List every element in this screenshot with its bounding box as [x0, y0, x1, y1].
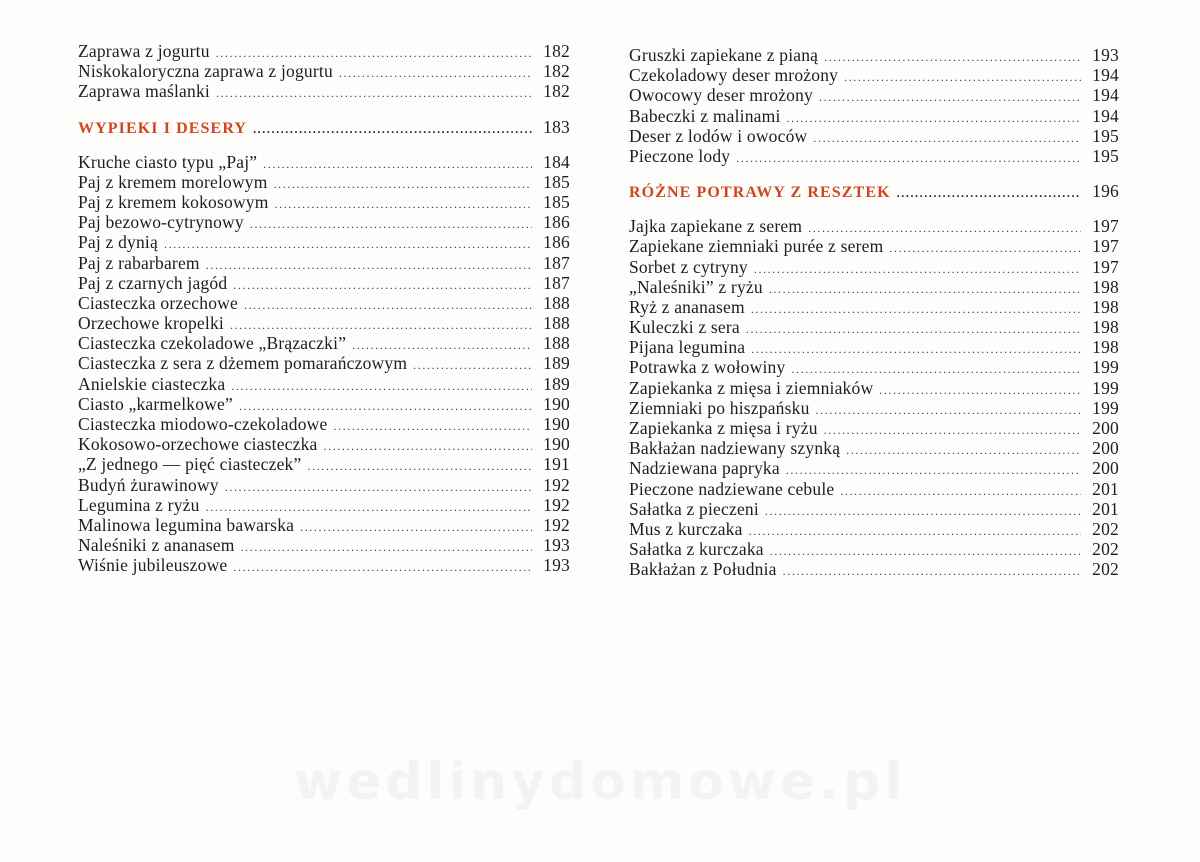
entry-title: Paj z dynią [78, 232, 158, 253]
entry-page-number: 187 [543, 272, 570, 293]
toc-entry [78, 172, 570, 192]
entry-page-number: 190 [543, 414, 570, 434]
entry-page-number: 199 [1092, 357, 1119, 378]
entry-page-number: 202 [1092, 518, 1119, 539]
toc-entry [629, 257, 1119, 277]
entry-title: Kruche ciasto typu „Paj” [78, 151, 258, 172]
dot-leader [263, 154, 532, 174]
entry-page-number: 199 [1092, 377, 1119, 398]
toc-entry [629, 438, 1119, 458]
entry-page-number: 202 [1092, 559, 1119, 580]
entry-title: Zapiekanka z mięsa i ryżu [629, 418, 818, 438]
toc-entry [78, 232, 570, 252]
entry-title: Owocowy deser mrożony [629, 85, 814, 106]
dot-leader [413, 355, 532, 375]
toc-entry [78, 535, 570, 555]
toc-entry [78, 434, 570, 454]
dot-leader [824, 420, 1081, 440]
entry-title: Czekoladowy deser mrożony [629, 65, 839, 86]
toc-entry [78, 475, 570, 495]
entry-title: Zaprawa z jogurtu [78, 41, 210, 61]
dot-leader [164, 234, 532, 254]
entry-title: Paj z kremem morelowym [78, 171, 268, 192]
entry-page-number: 194 [1092, 65, 1119, 86]
dot-leader [307, 456, 532, 476]
section-title: RÓŻNE POTRAWY Z RESZTEK [629, 184, 891, 202]
entry-title: Paj z rabarbarem [78, 252, 200, 273]
entry-page-number: 197 [1092, 256, 1119, 277]
dot-leader [879, 380, 1081, 400]
dot-leader [808, 218, 1081, 238]
entry-page-number: 188 [543, 292, 570, 313]
entry-page-number: 193 [543, 535, 570, 556]
entry-page-number: 194 [1092, 105, 1119, 126]
entry-page-number: 195 [1092, 125, 1119, 146]
dot-leader [206, 255, 532, 275]
toc-entry [629, 499, 1119, 519]
dot-leader [324, 436, 532, 456]
entry-page-number: 195 [1092, 145, 1119, 166]
toc-entry [629, 317, 1119, 337]
toc-entry [629, 539, 1119, 559]
dot-leader [846, 440, 1081, 460]
entry-title: „Naleśniki” z ryżu [629, 276, 763, 297]
entry-page-number: 192 [543, 514, 570, 535]
toc-entry [629, 458, 1119, 478]
dot-leader [746, 319, 1081, 339]
dot-leader [889, 238, 1081, 258]
entry-page-number: 197 [1092, 236, 1119, 257]
entry-title: Paj z czarnych jagód [78, 272, 228, 293]
toc-entry [629, 126, 1119, 146]
toc-entry [78, 515, 570, 535]
dot-leader [231, 376, 532, 396]
dot-leader [769, 279, 1081, 299]
entry-page-number: 182 [543, 61, 570, 82]
section-title: WYPIEKI I DESERY [78, 119, 248, 137]
entry-title: Anielskie ciasteczka [78, 373, 226, 394]
toc-right-column [629, 45, 1119, 580]
entry-title: Sałatka z pieczeni [629, 498, 759, 519]
watermark: wedlinydomowe.pl [293, 752, 907, 812]
entry-title: Nadziewana papryka [629, 458, 780, 479]
entry-page-number: 190 [543, 393, 570, 414]
dot-leader [250, 214, 532, 234]
toc-entry [629, 337, 1119, 357]
toc-entry [78, 81, 570, 101]
dot-leader [819, 87, 1081, 107]
dot-leader [816, 400, 1081, 420]
section-heading-rozne-potrawy-z-resztek [629, 180, 1119, 202]
entry-title: Budyń żurawinowy [78, 474, 219, 495]
toc-entry [629, 479, 1119, 499]
entry-page-number: 192 [543, 494, 570, 515]
toc-entry [629, 45, 1119, 65]
entry-page-number: 198 [1092, 337, 1119, 358]
entry-page-number: 200 [1092, 458, 1119, 479]
entry-page-number: 189 [543, 373, 570, 394]
entry-page-number: 200 [1092, 418, 1119, 438]
dot-leader [783, 561, 1081, 581]
entry-page-number: 198 [1092, 296, 1119, 317]
dot-leader [300, 517, 532, 537]
dot-leader [736, 148, 1081, 168]
entry-title: Paj z kremem kokosowym [78, 191, 269, 212]
entry-title: Pieczone nadziewane cebule [629, 478, 835, 499]
entry-title: „Z jednego — pięć ciasteczek” [78, 454, 302, 475]
entry-title: Sałatka z kurczaka [629, 539, 764, 560]
dot-leader [206, 497, 532, 517]
entry-title: Ciasteczka czekoladowe „Brązaczki” [78, 333, 347, 354]
toc-entry [78, 192, 570, 212]
entry-title: Zapiekane ziemniaki purée z serem [629, 236, 884, 257]
dot-leader [253, 118, 532, 140]
toc-left-top-list [78, 41, 570, 102]
entry-page-number: 188 [543, 333, 570, 354]
entry-page-number: 198 [1092, 276, 1119, 297]
dot-leader [339, 63, 532, 83]
dot-leader [239, 396, 532, 416]
toc-entry [78, 61, 570, 81]
toc-entry [78, 454, 570, 474]
entry-page-number: 185 [543, 171, 570, 192]
toc-entry [629, 85, 1119, 105]
dot-leader [274, 174, 532, 194]
dot-leader [840, 481, 1081, 501]
dot-leader [754, 259, 1081, 279]
toc-entry [78, 152, 570, 172]
entry-page-number: 186 [543, 232, 570, 253]
entry-page-number: 191 [543, 454, 570, 475]
dot-leader [244, 295, 532, 315]
dot-leader [225, 477, 532, 497]
toc-right-top-list [629, 45, 1119, 166]
toc-entry [629, 216, 1119, 236]
entry-title: Ryż z ananasem [629, 296, 745, 317]
toc-entry [629, 106, 1119, 126]
entry-page-number: 201 [1092, 478, 1119, 499]
toc-entry [629, 146, 1119, 166]
dot-leader [230, 315, 532, 335]
toc-entry [78, 555, 570, 575]
entry-title: Pieczone lody [629, 145, 731, 166]
toc-entry [629, 357, 1119, 377]
dot-leader [241, 537, 532, 557]
toc-right-entries [629, 216, 1119, 579]
entry-page-number: 200 [1092, 438, 1119, 459]
entry-title: Legumina z ryżu [78, 494, 200, 515]
entry-page-number: 199 [1092, 397, 1119, 418]
section-page-number: 183 [543, 116, 570, 137]
entry-title: Kuleczki z sera [629, 317, 740, 338]
entry-page-number: 189 [543, 353, 570, 374]
entry-page-number: 194 [1092, 85, 1119, 106]
entry-page-number: 201 [1092, 498, 1119, 519]
entry-page-number: 188 [543, 313, 570, 334]
section-heading-wypieki-i-desery [78, 116, 570, 138]
entry-title: Sorbet z cytryny [629, 256, 748, 277]
entry-title: Naleśniki z ananasem [78, 535, 235, 556]
entry-title: Ciasteczka orzechowe [78, 292, 238, 313]
dot-leader [275, 194, 532, 214]
entry-title: Orzechowe kropelki [78, 313, 224, 334]
entry-title: Deser z lodów i owoców [629, 125, 808, 146]
entry-page-number: 187 [543, 252, 570, 273]
dot-leader [352, 335, 532, 355]
toc-entry [78, 212, 570, 232]
dot-leader [216, 83, 532, 103]
toc-entry [78, 333, 570, 353]
toc-entry [629, 398, 1119, 418]
entry-title: Ciasteczka miodowo-czekoladowe [78, 414, 328, 434]
toc-entry [78, 353, 570, 373]
toc-entry [78, 41, 570, 61]
dot-leader [824, 47, 1081, 67]
toc-entry [629, 559, 1119, 579]
entry-title: Mus z kurczaka [629, 518, 743, 539]
dot-leader [765, 501, 1081, 521]
entry-title: Ciasteczka z sera z dżemem pomarańczowym [78, 353, 408, 374]
toc-entry [629, 236, 1119, 256]
toc-left-entries [78, 152, 570, 576]
dot-leader [813, 128, 1081, 148]
toc-entry [629, 65, 1119, 85]
entry-title: Pijana legumina [629, 337, 746, 358]
entry-page-number: 197 [1092, 216, 1119, 237]
toc-entry [629, 418, 1119, 438]
entry-title: Ciasto „karmelkowe” [78, 393, 233, 414]
toc-entry [629, 519, 1119, 539]
entry-page-number: 193 [1092, 45, 1119, 65]
toc-entry [78, 394, 570, 414]
dot-leader [233, 275, 532, 295]
dot-leader [770, 541, 1081, 561]
toc-entry [78, 253, 570, 273]
entry-page-number: 185 [543, 191, 570, 212]
dot-leader [897, 182, 1081, 204]
entry-title: Malinowa legumina bawarska [78, 514, 295, 535]
toc-entry [78, 313, 570, 333]
entry-page-number: 186 [543, 212, 570, 233]
entry-page-number: 190 [543, 434, 570, 455]
dot-leader [844, 67, 1081, 87]
entry-title: Zaprawa maślanki [78, 81, 210, 102]
dot-leader [751, 299, 1081, 319]
entry-title: Bakłażan nadziewany szynką [629, 438, 841, 459]
entry-title: Bakłażan z Południa [629, 559, 777, 580]
toc-entry [78, 293, 570, 313]
entry-title: Paj bezowo-cytrynowy [78, 212, 244, 233]
dot-leader [333, 416, 532, 436]
toc-left-column [78, 41, 570, 576]
dot-leader [233, 557, 532, 577]
entry-title: Potrawka z wołowiny [629, 357, 786, 378]
entry-page-number: 192 [543, 474, 570, 495]
toc-entry [78, 273, 570, 293]
entry-page-number: 182 [543, 81, 570, 102]
entry-title: Gruszki zapiekane z pianą [629, 45, 819, 65]
entry-page-number: 202 [1092, 539, 1119, 560]
dot-leader [786, 460, 1081, 480]
toc-entry [629, 378, 1119, 398]
toc-entry [629, 277, 1119, 297]
dot-leader [791, 359, 1081, 379]
toc-entry [78, 495, 570, 515]
toc-entry [78, 374, 570, 394]
entry-title: Niskokaloryczna zaprawa z jogurtu [78, 61, 333, 82]
toc-entry [629, 297, 1119, 317]
dot-leader [749, 521, 1081, 541]
dot-leader [216, 43, 532, 63]
entry-title: Ziemniaki po hiszpańsku [629, 397, 810, 418]
entry-page-number: 182 [543, 41, 570, 61]
section-page-number: 196 [1092, 181, 1119, 202]
entry-page-number: 198 [1092, 317, 1119, 338]
entry-title: Babeczki z malinami [629, 105, 781, 126]
entry-title: Wiśnie jubileuszowe [78, 555, 228, 576]
entry-title: Zapiekanka z mięsa i ziemniaków [629, 377, 874, 398]
dot-leader [751, 339, 1081, 359]
dot-leader [787, 108, 1081, 128]
entry-title: Jajka zapiekane z serem [629, 216, 803, 237]
entry-page-number: 184 [543, 151, 570, 172]
entry-title: Kokosowo-orzechowe ciasteczka [78, 434, 318, 455]
entry-page-number: 193 [543, 555, 570, 576]
toc-entry [78, 414, 570, 434]
